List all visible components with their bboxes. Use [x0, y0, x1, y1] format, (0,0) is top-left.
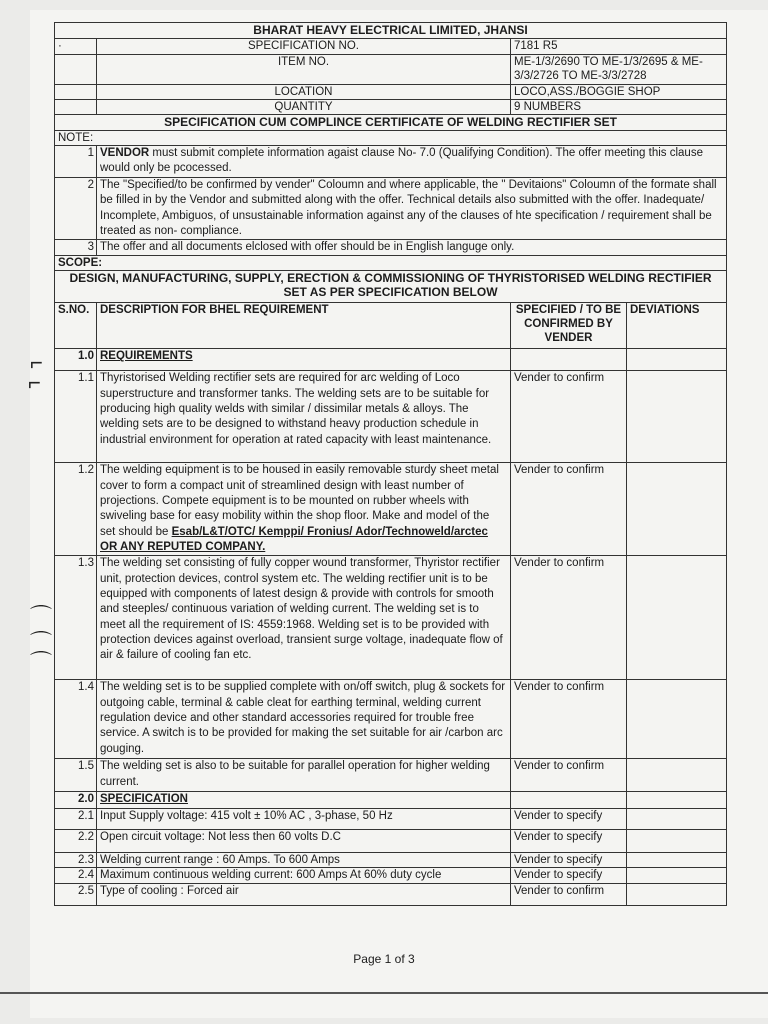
item-no-value: ME-1/3/2690 TO ME-1/3/2695 & ME-3/3/2726 TO ME-3/3/2728: [511, 55, 727, 85]
page-bottom-rule: [0, 992, 768, 994]
row-description: SPECIFICATION: [97, 792, 511, 809]
note-item: [55, 178, 727, 240]
margin-tick-mark: ⌐: [28, 370, 41, 395]
spec-no-label: SPECIFICATION NO.: [97, 39, 511, 55]
margin-bracket-mark: ⌒: [30, 604, 53, 629]
spec-no-row: [55, 39, 727, 55]
table-row: [55, 556, 727, 680]
row-number: 2.0: [55, 792, 97, 809]
row-deviation: [627, 371, 727, 463]
note-item: [55, 146, 727, 178]
row-number: 1.0: [55, 349, 97, 371]
scope-label-row: [55, 256, 727, 271]
row-deviation: [627, 759, 727, 792]
row-deviation: [627, 463, 727, 556]
row-number: 1.1: [55, 371, 97, 463]
specification-table: [54, 22, 727, 906]
note-lead: VENDOR: [100, 147, 150, 159]
note-text: The "Specified/to be confirmed by vender" Coloumn and where applicable, the " Devitaions" Coloumn of the formate shall be filled in by the Vendor and submitted along with the offer. Technical details also submitted with the offer. Inadequate/ Incomplete, Ambiguos, of unsustainable information against any of the clauses of hte specification / requirement shall be treated as non- compliance.: [97, 178, 727, 240]
note-number: 2: [55, 178, 97, 240]
blank-cell: [55, 85, 97, 100]
margin-bracket-mark: ⌒: [30, 630, 53, 655]
table-row: [55, 463, 727, 556]
row-specified: [511, 349, 627, 371]
column-header-deviations: DEVIATIONS: [627, 303, 727, 349]
note-number: 3: [55, 240, 97, 256]
location-label: LOCATION: [97, 85, 511, 100]
row-number: 1.3: [55, 556, 97, 680]
row-description: The welding set is to be supplied complete with on/off switch, plug & sockets for outgoing cable, terminal & cable cleat for earthing terminal, welding current regulation device and other standard accessories required for trouble free service. A switch is to be provided for making the set suitable for air /carbon arc gouging.: [97, 680, 511, 759]
row-description: Open circuit voltage: Not less then 60 volts D.C: [97, 830, 511, 853]
note-text: [97, 146, 727, 178]
row-deviation: [627, 349, 727, 371]
note-body: must submit complete information agaist clause No- 7.0 (Qualifying Condition). The offer meeting this clause would only be pcocessed.: [100, 147, 703, 175]
quantity-label: QUANTITY: [97, 100, 511, 115]
column-header-sno: S.NO.: [55, 303, 97, 349]
row-description: [97, 463, 511, 556]
note-item: [55, 240, 727, 256]
row-number: 2.1: [55, 809, 97, 830]
table-row: [55, 868, 727, 884]
note-label: NOTE:: [55, 131, 727, 146]
margin-tick-mark: ⌐: [30, 350, 43, 375]
scope-title-row: [55, 271, 727, 303]
row-number: 2.2: [55, 830, 97, 853]
item-no-label: ITEM NO.: [97, 55, 511, 85]
margin-bracket-mark: ⌒: [30, 650, 53, 675]
row-specified: Vender to confirm: [511, 680, 627, 759]
row-specified: Vender to confirm: [511, 759, 627, 792]
row-description: Thyristorised Welding rectifier sets are required for arc welding of Loco superstructure and transformer tanks. The welding sets are to be suitable for producing high quality welds with similar / dissimilar metals & alloys. The welding sets are to be designed to withstand heavy production schedule in industrial environment for operation at rated capacity with least maintenance.: [97, 371, 511, 463]
row-description: The welding set is also to be suitable for parallel operation for higher welding current.: [97, 759, 511, 792]
location-value: LOCO,ASS./BOGGIE SHOP: [511, 85, 727, 100]
note-number: 1: [55, 146, 97, 178]
location-row: [55, 85, 727, 100]
note-label-row: [55, 131, 727, 146]
row-number: 2.3: [55, 853, 97, 868]
row-number: 1.2: [55, 463, 97, 556]
spec-no-value: 7181 R5: [511, 39, 727, 55]
table-row: [55, 809, 727, 830]
row-number: 1.4: [55, 680, 97, 759]
approved-makes: Esab/L&T/OTC/ Kemppi/ Fronius/ Ador/Technoweld/arctec OR ANY REPUTED COMPANY.: [100, 525, 488, 553]
table-row: [55, 884, 727, 906]
row-deviation: [627, 792, 727, 809]
row-specified: Vender to confirm: [511, 371, 627, 463]
row-specified: Vender to specify: [511, 853, 627, 868]
note-text: The offer and all documents elclosed with offer should be in English languge only.: [97, 240, 727, 256]
scope-label: SCOPE:: [55, 256, 727, 271]
table-row: [55, 830, 727, 853]
row-specified: Vender to specify: [511, 809, 627, 830]
row-specified: Vender to specify: [511, 830, 627, 853]
blank-cell: [55, 55, 97, 85]
row-number: 2.5: [55, 884, 97, 906]
certificate-title: SPECIFICATION CUM COMPLINCE CERTIFICATE OF WELDING RECTIFIER SET: [55, 115, 727, 131]
row-deviation: [627, 556, 727, 680]
row-description: REQUIREMENTS: [97, 349, 511, 371]
company-name: BHARAT HEAVY ELECTRICAL LIMITED, JHANSI: [55, 23, 727, 39]
row-deviation: [627, 853, 727, 868]
row-deviation: [627, 868, 727, 884]
column-header-description: DESCRIPTION FOR BHEL REQUIREMENT: [97, 303, 511, 349]
column-header-specified: SPECIFIED / TO BE CONFIRMED BY VENDER: [511, 303, 627, 349]
row-specified: Vender to specify: [511, 868, 627, 884]
blank-cell: [55, 100, 97, 115]
table-row: [55, 853, 727, 868]
row-deviation: [627, 809, 727, 830]
table-row: [55, 792, 727, 809]
row-number: 1.5: [55, 759, 97, 792]
table-row: [55, 371, 727, 463]
row-specified: Vender to confirm: [511, 556, 627, 680]
row-specified: Vender to confirm: [511, 884, 627, 906]
row-description: Input Supply voltage: 415 volt ± 10% AC , 3-phase, 50 Hz: [97, 809, 511, 830]
row-description: The welding set consisting of fully copper wound transformer, Thyristor rectifier unit, protection devices, control system etc. The welding rectifier unit is to be equipped with components of latest design & provide with controls for smooth and steeples/ continuous variation of welding current. The welding set is to meet all the requirement of IS: 4559:1968. Welding set is to be provided with protection devices against overload, transient surge voltage, inadequate flow of air & failure of cooling fan etc.: [97, 556, 511, 680]
quantity-value: 9 NUMBERS: [511, 100, 727, 115]
row-deviation: [627, 680, 727, 759]
table-row: [55, 759, 727, 792]
row-description-body: The welding equipment is to be housed in easily removable sturdy sheet metal cover to form a compact unit of streamlined design with least number of projections. Compete equipment is to be mounted on rubber wheels with swiveling base for easy mobility within the shop floor. Make and model of the set should be: [100, 464, 499, 538]
column-header-row: [55, 303, 727, 349]
table-row: [55, 680, 727, 759]
company-row: [55, 23, 727, 39]
table-row: [55, 349, 727, 371]
item-no-row: [55, 55, 727, 85]
quantity-row: [55, 100, 727, 115]
row-description: Maximum continuous welding current: 600 Amps At 60% duty cycle: [97, 868, 511, 884]
blank-cell: ·: [55, 39, 97, 55]
scope-title: DESIGN, MANUFACTURING, SUPPLY, ERECTION & COMMISSIONING OF THYRISTORISED WELDING RECTIFIER SET AS PER SPECIFICATION BELOW: [55, 271, 727, 303]
certificate-title-row: [55, 115, 727, 131]
row-deviation: [627, 830, 727, 853]
row-description: Welding current range : 60 Amps. To 600 Amps: [97, 853, 511, 868]
page-number: Page 1 of 3: [353, 952, 415, 966]
row-number: 2.4: [55, 868, 97, 884]
row-specified: [511, 792, 627, 809]
row-specified: Vender to confirm: [511, 463, 627, 556]
row-deviation: [627, 884, 727, 906]
row-description: Type of cooling : Forced air: [97, 884, 511, 906]
